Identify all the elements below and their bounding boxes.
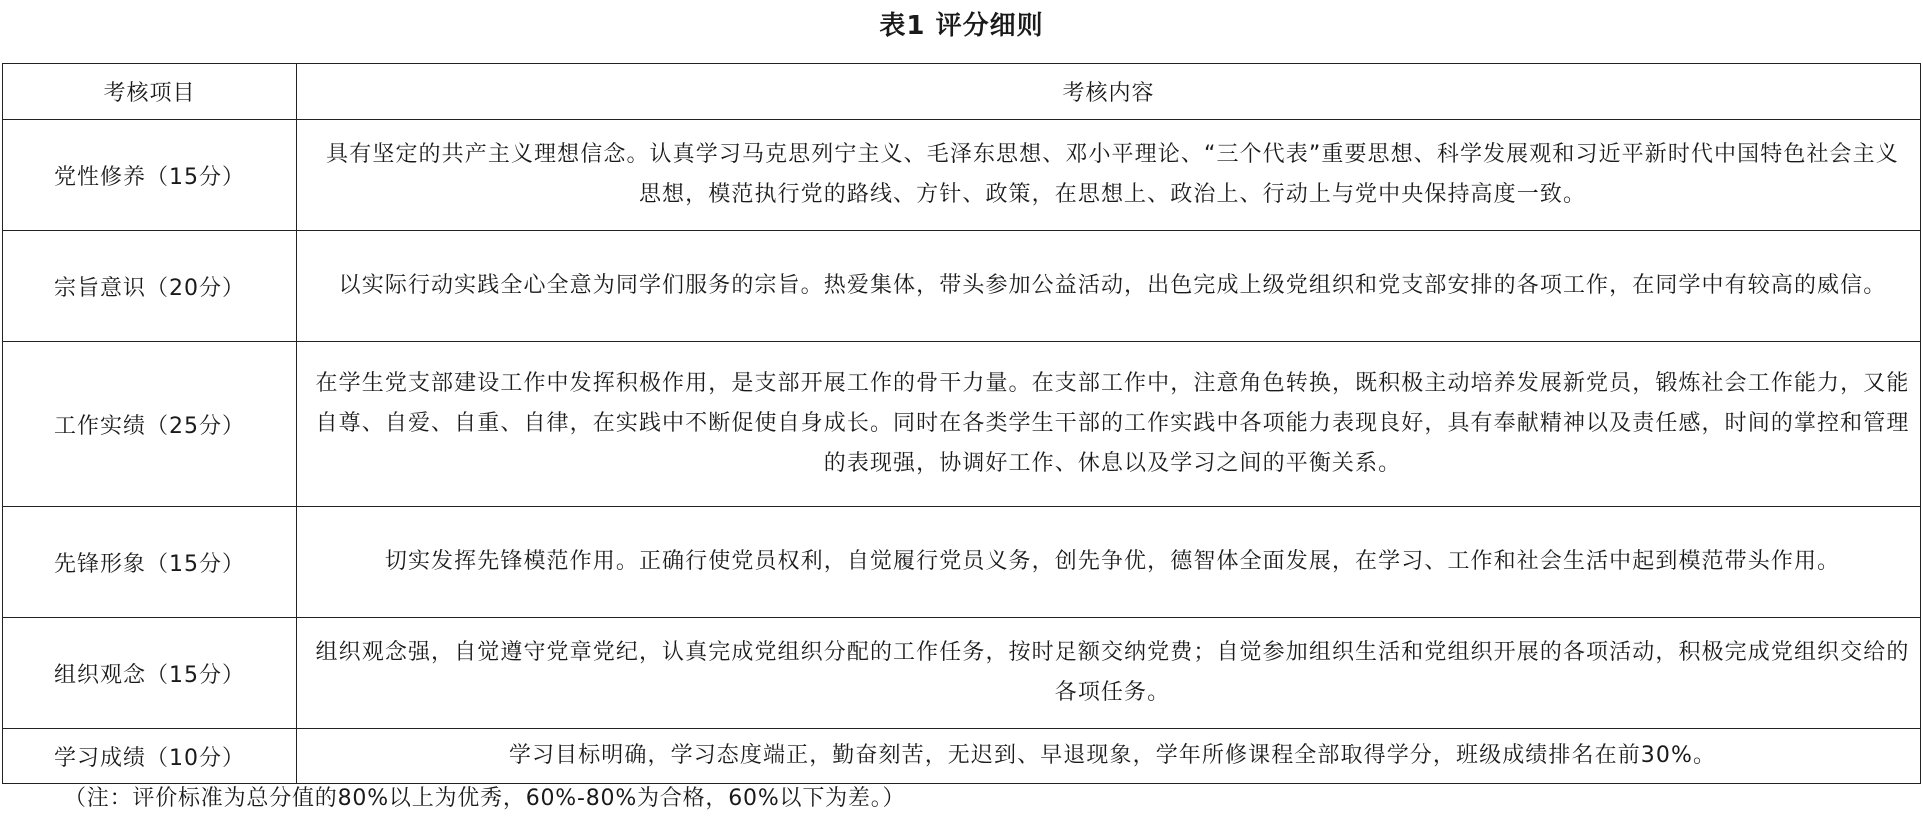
row-item-organization-concept: 组织观念（15分） <box>3 618 297 729</box>
row-item-work-performance: 工作实绩（25分） <box>3 342 297 507</box>
table-row <box>3 120 1921 231</box>
header-assessment-item: 考核项目 <box>3 64 297 120</box>
table-header-row <box>3 64 1921 120</box>
row-content-vanguard-image: 切实发挥先锋模范作用。正确行使党员权利，自觉履行党员义务，创先争优，德智体全面发展，在学习、工作和社会生活中起到模范带头作用。 <box>297 507 1921 618</box>
table-row <box>3 231 1921 342</box>
table-footnote: （注：评价标准为总分值的80%以上为优秀，60%-80%为合格，60%以下为差。） <box>64 786 906 811</box>
row-item-vanguard-image: 先锋形象（15分） <box>3 507 297 618</box>
row-content-academic-performance: 学习目标明确，学习态度端正，勤奋刻苦，无迟到、早退现象，学年所修课程全部取得学分，班级成绩排名在前30%。 <box>297 729 1921 784</box>
row-item-party-spirit: 党性修养（15分） <box>3 120 297 231</box>
scoring-rules-table <box>2 63 1921 784</box>
row-content-work-performance: 在学生党支部建设工作中发挥积极作用，是支部开展工作的骨干力量。在支部工作中，注意角色转换，既积极主动培养发展新党员，锻炼社会工作能力，又能自尊、自爱、自重、自律，在实践中不断促使自身成长。同时在各类学生干部的工作实践中各项能力表现良好，具有奉献精神以及责任感，时间的掌控和管理的表现强，协调好工作、休息以及学习之间的平衡关系。 <box>297 342 1921 507</box>
table-title: 表1 评分细则 <box>879 11 1044 41</box>
row-content-organization-concept: 组织观念强，自觉遵守党章党纪，认真完成党组织分配的工作任务，按时足额交纳党费；自觉参加组织生活和党组织开展的各项活动，积极完成党组织交给的各项任务。 <box>297 618 1921 729</box>
row-content-party-spirit: 具有坚定的共产主义理想信念。认真学习马克思列宁主义、毛泽东思想、邓小平理论、“三个代表”重要思想、科学发展观和习近平新时代中国特色社会主义思想，模范执行党的路线、方针、政策，在思想上、政治上、行动上与党中央保持高度一致。 <box>297 120 1921 231</box>
row-item-academic-performance: 学习成绩（10分） <box>3 729 297 784</box>
row-item-purpose-awareness: 宗旨意识（20分） <box>3 231 297 342</box>
table-row <box>3 507 1921 618</box>
table-row <box>3 618 1921 729</box>
header-assessment-content: 考核内容 <box>297 64 1921 120</box>
row-content-purpose-awareness: 以实际行动实践全心全意为同学们服务的宗旨。热爱集体，带头参加公益活动，出色完成上级党组织和党支部安排的各项工作，在同学中有较高的威信。 <box>297 231 1921 342</box>
table-row <box>3 729 1921 784</box>
table-row <box>3 342 1921 507</box>
